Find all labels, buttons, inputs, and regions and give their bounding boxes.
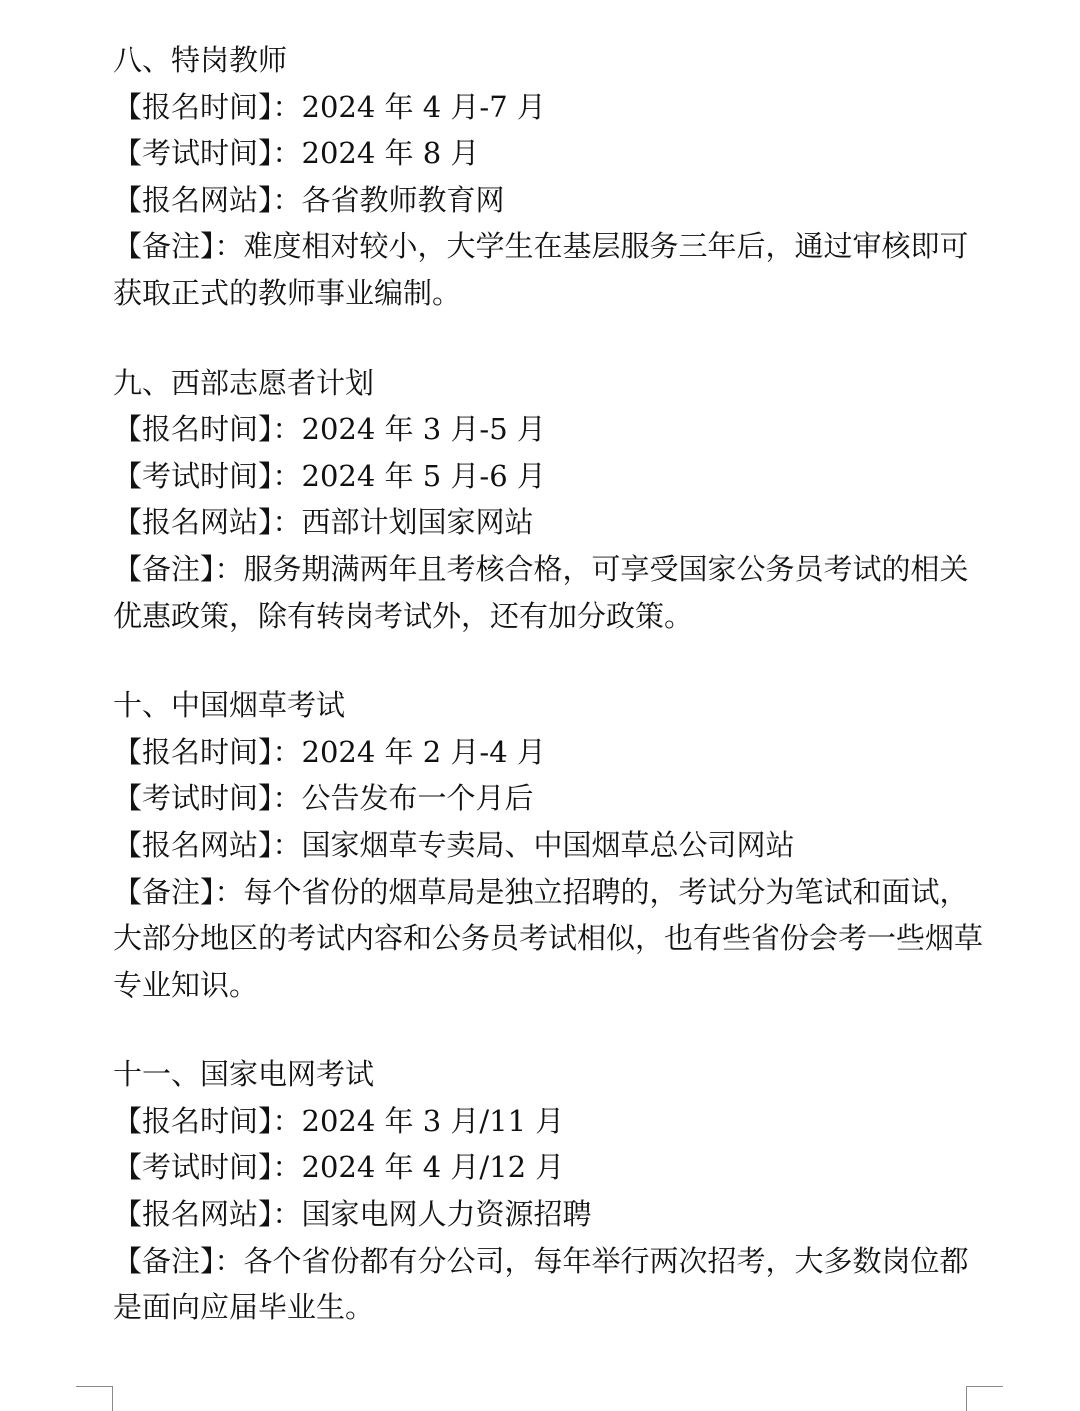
registration-time: 【报名时间】：2024 年 2 月-4 月 [113,734,546,769]
note-line: 优惠政策，除有转岗考试外，还有加分政策。 [113,598,694,633]
note-line: 专业知识。 [113,967,259,1002]
exam-time: 【考试时间】：2024 年 4 月/12 月 [113,1150,565,1185]
section-heading: 九、西部志愿者计划 [113,365,375,400]
exam-time: 【考试时间】：2024 年 8 月 [113,136,480,171]
section-heading: 十、中国烟草考试 [113,688,346,723]
registration-website: 【报名网站】：西部计划国家网站 [113,505,534,540]
note-line: 【备注】：每个省份的烟草局是独立招聘的，考试分为笔试和面试， [113,874,969,909]
note-line: 【备注】：各个省份都有分公司，每年举行两次招考，大多数岗位都 [113,1243,969,1278]
note-line: 是面向应届毕业生。 [113,1290,375,1325]
registration-website: 【报名网站】：国家电网人力资源招聘 [113,1197,592,1232]
exam-time: 【考试时间】：2024 年 5 月-6 月 [113,458,546,493]
registration-website: 【报名网站】：国家烟草专卖局、中国烟草总公司网站 [113,827,795,862]
section-special-post-teacher [113,37,983,317]
note-line: 【备注】：服务期满两年且考核合格，可享受国家公务员考试的相关 [113,551,969,586]
note-line: 【备注】：难度相对较小，大学生在基层服务三年后，通过审核即可 [113,229,969,264]
section-heading: 十一、国家电网考试 [113,1057,375,1092]
registration-website: 【报名网站】：各省教师教育网 [113,182,505,217]
section-western-volunteer-plan [113,360,983,640]
note-line: 获取正式的教师事业编制。 [113,275,462,310]
exam-time: 【考试时间】：公告发布一个月后 [113,781,534,816]
registration-time: 【报名时间】：2024 年 3 月-5 月 [113,412,546,447]
note-line: 大部分地区的考试内容和公务员考试相似，也有些省份会考一些烟草 [113,921,984,956]
registration-time: 【报名时间】：2024 年 4 月-7 月 [113,89,546,124]
section-state-grid-exam [113,1051,983,1331]
page-corner-mark-right [966,1386,1003,1411]
document-body [113,37,983,1331]
page-corner-mark-left [76,1386,113,1411]
registration-time: 【报名时间】：2024 年 3 月/11 月 [113,1103,565,1138]
section-china-tobacco-exam [113,682,983,1008]
section-heading: 八、特岗教师 [113,43,288,77]
